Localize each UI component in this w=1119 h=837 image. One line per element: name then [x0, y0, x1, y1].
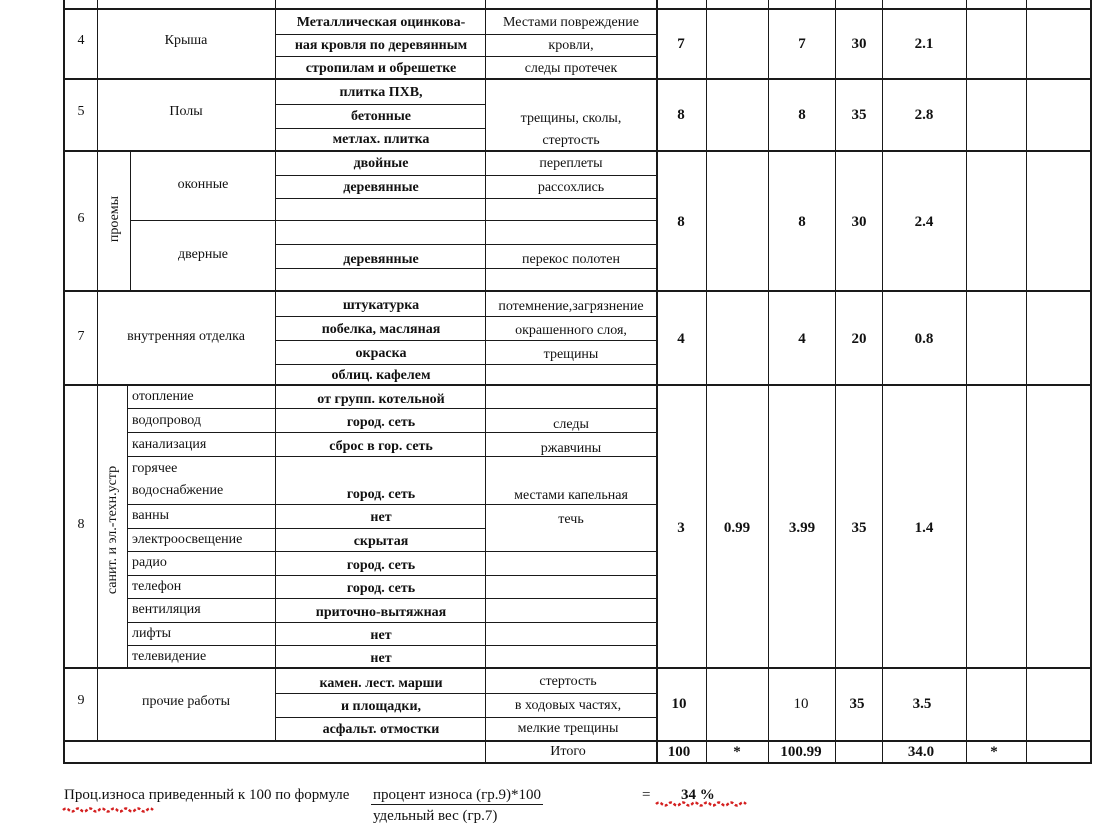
system-name: вентиляция — [132, 602, 201, 617]
material-line: город. сеть — [346, 415, 416, 430]
defect-line: стертость — [542, 133, 600, 148]
system-name: отопление — [132, 389, 194, 404]
total-weighted-wear: 34.0 — [907, 744, 935, 760]
row-number: 9 — [77, 693, 85, 708]
material-line: нет — [370, 651, 392, 666]
wear-percent: 30 — [851, 36, 867, 52]
adjusted-weight: 8 — [798, 214, 806, 230]
material-line: побелка, масляная — [321, 322, 441, 337]
material-line: Металлическая оцинкова- — [296, 15, 466, 30]
weighted-wear: 3.5 — [912, 696, 932, 712]
defect-line: следы протечек — [524, 61, 618, 76]
material-line: бетонные — [351, 109, 411, 124]
material-line: сброс в гор. сеть — [329, 439, 433, 454]
correction: 0.99 — [723, 520, 751, 536]
specific-weight: 8 — [677, 107, 685, 123]
weighted-wear: 2.4 — [914, 214, 934, 230]
specific-weight: 3 — [677, 520, 685, 536]
defect-line: течь — [558, 512, 584, 527]
row-number: 6 — [77, 211, 85, 226]
specific-weight: 4 — [677, 331, 685, 347]
defect-line: следы — [553, 417, 589, 432]
material-line: город. сеть — [346, 487, 416, 502]
material-line: и площадки, — [340, 699, 422, 714]
row-number: 4 — [77, 33, 85, 48]
weighted-wear: 2.1 — [914, 36, 934, 52]
system-name: радио — [132, 555, 167, 570]
row-number: 8 — [77, 517, 85, 532]
specific-weight: 7 — [677, 36, 685, 52]
system-name: телевидение — [132, 649, 207, 664]
system-name: водопровод — [132, 413, 201, 428]
defect-line: потемнение,загрязнение — [498, 299, 644, 314]
material-line: стропилам и обрешетке — [305, 61, 457, 76]
red-underline-marker — [655, 801, 749, 807]
material-line: двойные — [353, 156, 409, 171]
total-specific-weight: 100 — [667, 744, 691, 760]
material-line: скрытая — [353, 534, 409, 549]
system-name: лифты — [132, 626, 172, 641]
material-line: облиц. кафелем — [331, 368, 431, 383]
formula-equals: = — [642, 787, 651, 803]
total-col12: * — [990, 744, 998, 760]
material-line: город. сеть — [346, 581, 416, 596]
element-name: дверные — [178, 247, 228, 262]
defect-line: окрашенного слоя, — [515, 323, 627, 338]
element-name: внутренняя отделка — [127, 329, 245, 344]
wear-percent: 35 — [851, 107, 867, 123]
wear-percent: 20 — [851, 331, 867, 347]
system-name: телефон — [132, 579, 182, 594]
defect-line: рассохлись — [537, 180, 605, 195]
defect-line: перекос полотен — [521, 252, 621, 267]
material-line: плитка ПХВ, — [339, 85, 423, 100]
adjusted-weight: 3.99 — [788, 520, 816, 536]
element-name: оконные — [177, 177, 229, 192]
formula-prefix: Проц.износа приведенный к 100 по формуле — [64, 787, 350, 803]
material-line: деревянные — [343, 180, 419, 195]
defect-line: трещины — [543, 347, 599, 362]
material-line: окраска — [355, 346, 407, 361]
material-line: от групп. котельной — [317, 392, 445, 407]
defect-line: переплеты — [539, 156, 603, 171]
material-line: метлах. плитка — [332, 132, 430, 147]
material-line: нет — [370, 510, 392, 525]
defect-line: мелкие трещины — [517, 721, 619, 736]
row-number: 7 — [77, 329, 85, 344]
formula-numerator: процент износа (гр.9)*100 — [373, 787, 542, 803]
defect-line: стертость — [539, 674, 597, 689]
defect-line: трещины, сколы, — [520, 111, 622, 126]
material-line: приточно-вытяжная — [315, 605, 447, 620]
adjusted-weight: 7 — [798, 36, 806, 52]
material-line: асфальт. отмостки — [322, 722, 440, 737]
material-line: камен. лест. марши — [319, 676, 443, 691]
weighted-wear: 2.8 — [914, 107, 934, 123]
system-name: горячее — [132, 461, 178, 476]
material-line: нет — [370, 628, 392, 643]
formula-denominator: удельный вес (гр.7) — [373, 808, 498, 824]
specific-weight: 8 — [677, 214, 685, 230]
formula-result: 34 % — [681, 787, 715, 803]
defect-line: кровли, — [548, 38, 594, 53]
material-line: деревянные — [343, 252, 419, 267]
element-name: прочие работы — [141, 694, 231, 709]
defect-line: ржавчины — [540, 441, 602, 456]
system-name: ванны — [132, 508, 170, 523]
wear-percent: 30 — [851, 214, 867, 230]
group-label: проемы — [107, 195, 122, 243]
total-label: Итого — [550, 744, 586, 759]
row-number: 5 — [77, 104, 85, 119]
group-label: санит. и эл.-техн.устр — [105, 465, 120, 595]
adjusted-weight: 4 — [798, 331, 806, 347]
material-line: штукатурка — [342, 298, 420, 313]
element-name: Полы — [169, 104, 203, 119]
system-name: водоснабжение — [132, 483, 224, 498]
material-line: город. сеть — [346, 558, 416, 573]
specific-weight: 10 — [671, 696, 687, 712]
material-line: ная кровля по деревянным — [294, 38, 468, 53]
wear-percent: 35 — [849, 696, 865, 712]
system-name: электроосвещение — [132, 532, 243, 547]
system-name: канализация — [132, 437, 207, 452]
wear-percent: 35 — [851, 520, 867, 536]
total-adjusted-weight: 100.99 — [780, 744, 822, 760]
adjusted-weight: 10 — [793, 696, 809, 712]
defect-line: Местами повреждение — [503, 15, 639, 30]
total-correction: * — [733, 744, 741, 760]
weighted-wear: 0.8 — [914, 331, 934, 347]
red-underline-marker — [62, 807, 156, 813]
element-name: Крыша — [164, 33, 208, 48]
weighted-wear: 1.4 — [914, 520, 934, 536]
defect-line: местами капельная — [514, 488, 628, 503]
defect-line: в ходовых частях, — [514, 698, 622, 713]
adjusted-weight: 8 — [798, 107, 806, 123]
